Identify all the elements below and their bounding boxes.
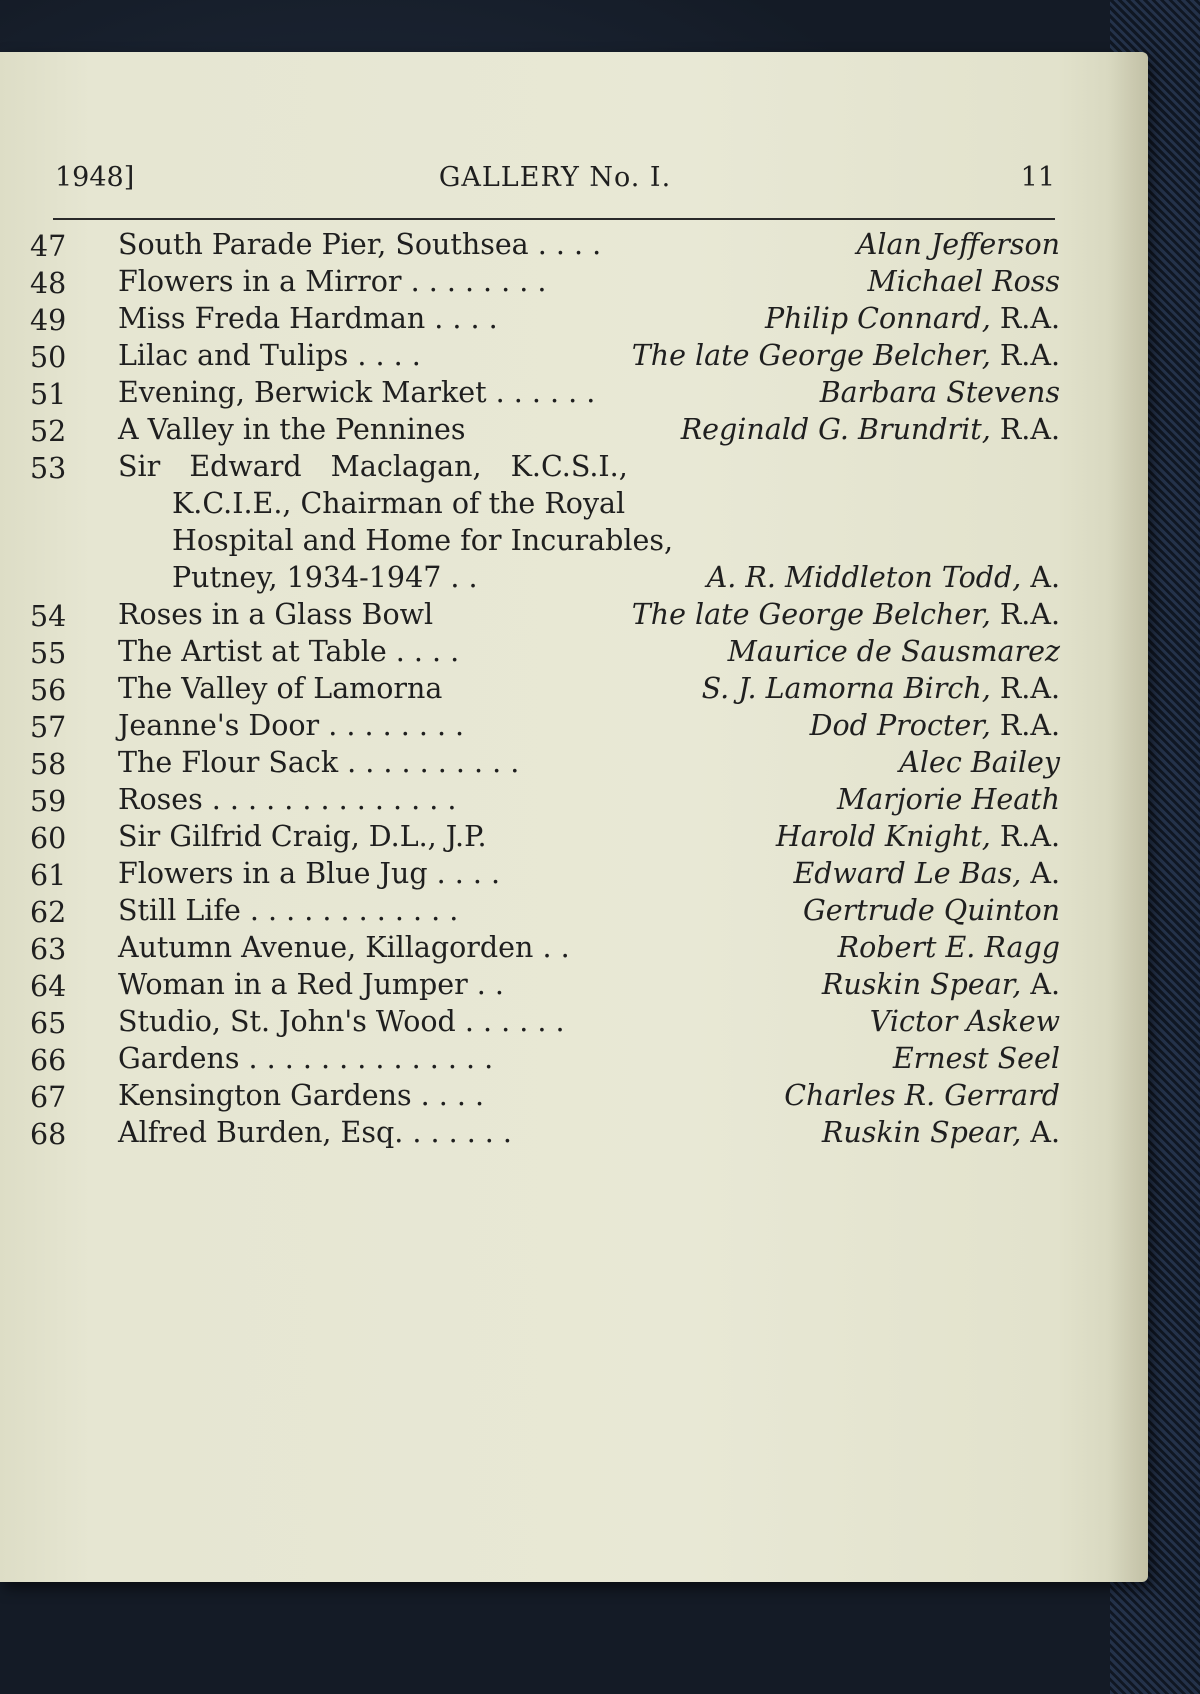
artist-name: Edward Le Bas, <box>793 857 1022 890</box>
running-head <box>55 162 1055 206</box>
artist-name: Ruskin Spear, <box>821 968 1022 1001</box>
entry-continuation <box>0 524 1148 561</box>
entry-artist <box>822 968 1060 1001</box>
catalogue-entry <box>0 820 1148 857</box>
entry-number: 62 <box>30 896 67 929</box>
entry-number: 53 <box>30 452 67 485</box>
artist-name: Robert E. Ragg <box>837 931 1060 964</box>
entry-number: 67 <box>30 1081 67 1114</box>
entry-artist <box>765 302 1060 335</box>
entry-title: Flowers in a Blue Jug . . . . <box>118 857 501 890</box>
catalogue-entry <box>0 413 1148 450</box>
header-page-number: 11 <box>1020 162 1055 193</box>
entry-artist <box>803 894 1060 927</box>
catalogue-entry <box>0 709 1148 746</box>
catalogue-entry <box>0 783 1148 820</box>
artist-name: Harold Knight, <box>775 820 991 853</box>
entry-title: Autumn Avenue, Killagorden . . <box>118 931 570 964</box>
entry-title: Alfred Burden, Esq. . . . . . . <box>118 1116 512 1149</box>
entry-title-continued: Putney, 1934-1947 . . <box>172 561 478 594</box>
entry-title: Sir Edward Maclagan, K.C.S.I., <box>118 450 628 483</box>
entry-artist <box>702 672 1060 705</box>
entry-number: 61 <box>30 859 67 892</box>
artist-name: Ruskin Spear, <box>821 1116 1022 1149</box>
entry-number: 60 <box>30 822 67 855</box>
entry-title: Lilac and Tulips . . . . <box>118 339 421 372</box>
entry-title: Sir Gilfrid Craig, D.L., J.P. <box>118 820 487 853</box>
artist-honour: R.A. <box>990 413 1060 446</box>
catalogue-entry <box>0 450 1148 487</box>
entry-number: 50 <box>30 341 67 374</box>
artist-honour: R.A. <box>990 598 1060 631</box>
entry-title-continued: Hospital and Home for Incurables, <box>172 524 674 557</box>
entry-artist <box>870 1005 1060 1038</box>
artist-name: Maurice de Sausmarez <box>727 635 1060 668</box>
entry-artist <box>776 820 1060 853</box>
entry-title: Flowers in a Mirror . . . . . . . . <box>118 265 547 298</box>
artist-honour: A. <box>1021 1116 1060 1149</box>
catalogue-entry <box>0 672 1148 709</box>
artist-name: Alan Jefferson <box>856 228 1060 261</box>
entry-title: Woman in a Red Jumper . . <box>118 968 504 1001</box>
artist-honour: A. <box>1021 857 1060 890</box>
entry-title: Studio, St. John's Wood . . . . . . <box>118 1005 565 1038</box>
artist-name: A. R. Middleton Todd, <box>706 561 1022 594</box>
entry-title: Miss Freda Hardman . . . . <box>118 302 498 335</box>
artist-name: Victor Askew <box>869 1005 1060 1038</box>
artist-name: Dod Procter, <box>809 709 991 742</box>
artist-name: The late George Belcher, <box>631 339 991 372</box>
artist-honour: R.A. <box>990 339 1060 372</box>
entry-artist <box>784 1079 1060 1112</box>
entry-title: The Flour Sack . . . . . . . . . . <box>118 746 520 779</box>
entry-artist <box>681 413 1060 446</box>
entry-artist <box>899 746 1060 779</box>
entry-artist <box>728 635 1060 668</box>
entry-number: 51 <box>30 378 67 411</box>
entry-title: Roses . . . . . . . . . . . . . . <box>118 783 457 816</box>
entry-number: 55 <box>30 637 67 670</box>
catalogue-entry <box>0 1005 1148 1042</box>
entry-number: 47 <box>30 230 67 263</box>
catalogue-entry <box>0 598 1148 635</box>
entry-continuation <box>0 561 1148 598</box>
artist-honour: R.A. <box>990 709 1060 742</box>
artist-name: Barbara Stevens <box>819 376 1060 409</box>
entry-artist <box>867 265 1060 298</box>
entry-number: 64 <box>30 970 67 1003</box>
artist-name: Michael Ross <box>867 265 1060 298</box>
catalogue-entries <box>0 228 1148 1153</box>
catalogue-entry <box>0 1079 1148 1116</box>
entry-title: Roses in a Glass Bowl <box>118 598 434 631</box>
entry-title: The Valley of Lamorna <box>118 672 443 705</box>
artist-name: Marjorie Heath <box>837 783 1060 816</box>
entry-artist <box>632 339 1060 372</box>
entry-artist <box>838 931 1060 964</box>
artist-honour: A. <box>1021 561 1060 594</box>
artist-name: The late George Belcher, <box>631 598 991 631</box>
entry-artist <box>707 561 1060 594</box>
artist-honour: A. <box>1021 968 1060 1001</box>
entry-title: Evening, Berwick Market . . . . . . <box>118 376 596 409</box>
artist-name: Reginald G. Brundrit, <box>680 413 991 446</box>
entry-artist <box>820 376 1060 409</box>
catalogue-entry <box>0 968 1148 1005</box>
artist-honour: R.A. <box>990 820 1060 853</box>
entry-artist <box>793 857 1060 890</box>
artist-name: Gertrude Quinton <box>802 894 1060 927</box>
header-rule <box>53 218 1055 220</box>
header-year: 1948] <box>55 162 135 193</box>
artist-name: Charles R. Gerrard <box>784 1079 1060 1112</box>
artist-name: Alec Bailey <box>899 746 1060 779</box>
entry-title: Kensington Gardens . . . . <box>118 1079 485 1112</box>
entry-number: 57 <box>30 711 67 744</box>
catalogue-entry <box>0 228 1148 265</box>
entry-title: South Parade Pier, Southsea . . . . <box>118 228 602 261</box>
header-gallery-title: GALLERY No. I. <box>438 162 672 193</box>
entry-title: Still Life . . . . . . . . . . . . <box>118 894 459 927</box>
artist-name: Philip Connard, <box>765 302 991 335</box>
entry-artist <box>857 228 1060 261</box>
entry-continuation <box>0 487 1148 524</box>
artist-name: S. J. Lamorna Birch, <box>701 672 991 705</box>
entry-artist <box>822 1116 1060 1149</box>
entry-artist <box>632 598 1060 631</box>
catalogue-entry <box>0 931 1148 968</box>
artist-honour: R.A. <box>990 302 1060 335</box>
catalogue-entry <box>0 1042 1148 1079</box>
entry-title: The Artist at Table . . . . <box>118 635 460 668</box>
entry-number: 65 <box>30 1007 67 1040</box>
catalogue-entry <box>0 746 1148 783</box>
artist-honour: R.A. <box>990 672 1060 705</box>
entry-number: 68 <box>30 1118 67 1151</box>
entry-title: A Valley in the Pennines <box>118 413 466 446</box>
catalogue-entry <box>0 857 1148 894</box>
entry-artist <box>893 1042 1060 1075</box>
entry-title: Gardens . . . . . . . . . . . . . . <box>118 1042 494 1075</box>
entry-title-continued: K.C.I.E., Chairman of the Royal <box>172 487 626 520</box>
entry-artist <box>837 783 1060 816</box>
catalogue-entry <box>0 339 1148 376</box>
catalogue-entry <box>0 894 1148 931</box>
catalogue-entry <box>0 265 1148 302</box>
catalogue-entry <box>0 376 1148 413</box>
entry-number: 63 <box>30 933 67 966</box>
catalogue-entry <box>0 1116 1148 1153</box>
entry-number: 54 <box>30 600 67 633</box>
catalogue-entry <box>0 302 1148 339</box>
entry-number: 52 <box>30 415 67 448</box>
entry-number: 48 <box>30 267 67 300</box>
entry-number: 59 <box>30 785 67 818</box>
entry-number: 49 <box>30 304 67 337</box>
entry-number: 56 <box>30 674 67 707</box>
entry-artist <box>810 709 1060 742</box>
entry-number: 58 <box>30 748 67 781</box>
catalogue-entry <box>0 635 1148 672</box>
entry-title: Jeanne's Door . . . . . . . . <box>118 709 465 742</box>
artist-name: Ernest Seel <box>892 1042 1060 1075</box>
entry-number: 66 <box>30 1044 67 1077</box>
catalogue-page <box>0 52 1148 1582</box>
